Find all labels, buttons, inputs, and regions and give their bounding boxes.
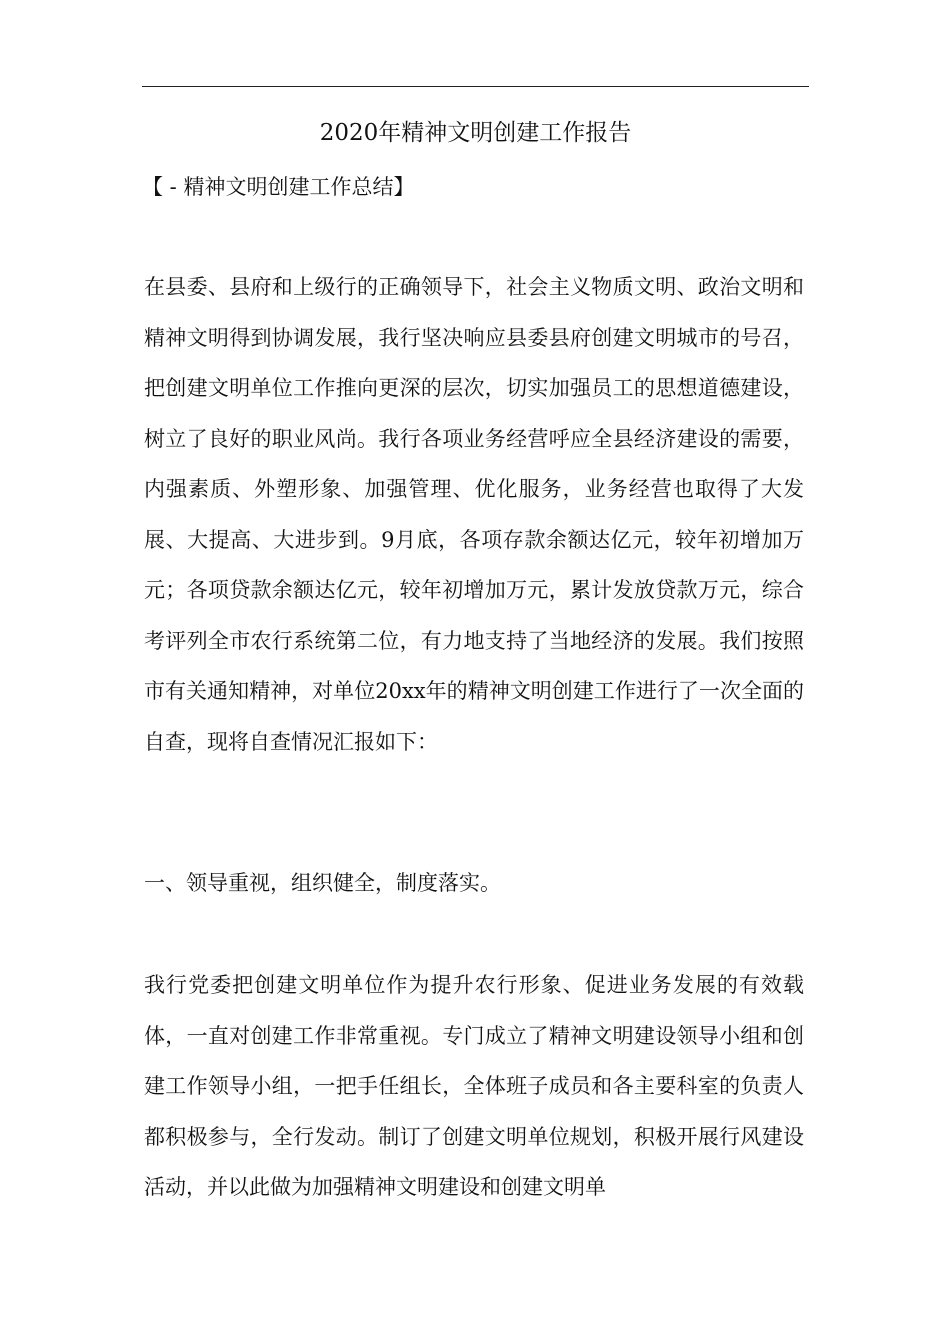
document-title: 2020年精神文明创建工作报告 [319, 120, 632, 146]
section-heading-1: 一、领导重视，组织健全，制度落实。 [144, 871, 501, 895]
section-1-paragraph: 我行党委把创建文明单位作为提升农行形象、促进业务发展的有效载体，一直对创建工作非常重视。专门成立了精神文明建设领导小组和创建工作领导小组，一把手任组长，全体班子成员和各主要科室的负责人都积极参与，全行发动。制订了创建文明单位规划，积极开展行风建设活动，并以此做为加强精神文明建设和创建文明单 [144, 973, 804, 1199]
header-rule [142, 86, 809, 87]
intro-paragraph: 在县委、县府和上级行的正确领导下，社会主义物质文明、政治文明和精神文明得到协调发展，我行坚决响应县委县府创建文明城市的号召，把创建文明单位工作推向更深的层次，切实加强员工的思想道德建设，树立了良好的职业风尚。我行各项业务经营呼应全县经济建设的需要，内强素质、外塑形象、加强管理、优化服务，业务经营也取得了大发展、大提高、大进步到。9月底，各项存款余额达亿元，较年初增加万元；各项贷款余额达亿元，较年初增加万元，累计发放贷款万元，综合考评列全市农行系统第二位，有力地支持了当地经济的发展。我们按照市有关通知精神，对单位20xx年的精神文明创建工作进行了一次全面的自查，现将自查情况汇报如下： [144, 275, 804, 754]
document-subtitle: 【 - 精神文明创建工作总结】 [142, 175, 415, 199]
